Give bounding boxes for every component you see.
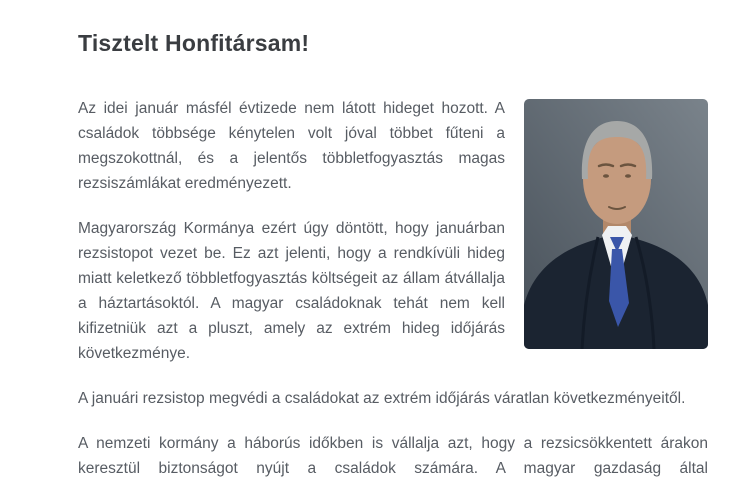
right-eye	[625, 175, 631, 179]
portrait-photo	[524, 99, 708, 349]
paragraph-national-government: A nemzeti kormány a háborús időkben is vállalja azt, hogy a rezsicsökkentett árakon keresztül biztonságot nyújt a családok számára. A magyar gazdaság által	[78, 435, 708, 478]
left-eye	[603, 175, 609, 179]
face-shape	[583, 134, 651, 224]
page-title: Tisztelt Honfitársam!	[78, 30, 310, 56]
paragraph-rezsistop-protects: A januári rezsistop megvédi a családokat az extrém időjárás váratlan következményeitől.	[78, 390, 686, 408]
letter-body	[78, 96, 708, 481]
paragraph-rezsistop-decision: Magyarország Kormánya ezért úgy döntött, hogy januárban rezsistopot vezet be. Ez azt jelenti, hogy a rendkívüli hideg miatt keletkező többletfogyasztás költségeit az állam átvállalja a háztartásoktól. A magyar családoknak tehát nem kell kifizetniük azt a pluszt, amely az extrém hideg időjárás következménye.	[78, 220, 505, 363]
paragraph-intro-cold-january: Az idei január másfél évtizede nem látott hideget hozott. A családok többsége kénytelen volt jóval többet fűteni a megszokottnál, és a jelentős többletfogyasztás magas rezsiszámlákat eredményezett.	[78, 100, 505, 193]
portrait-illustration	[524, 99, 708, 349]
